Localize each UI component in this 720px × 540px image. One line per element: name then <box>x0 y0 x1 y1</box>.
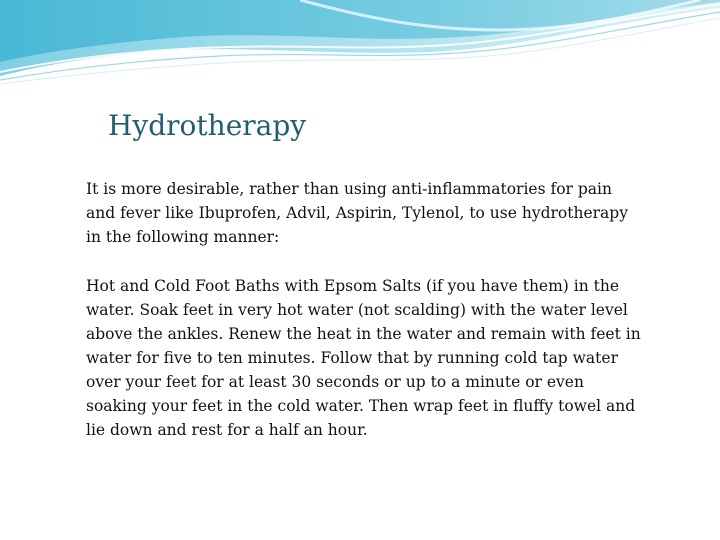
body-paragraph-foot-baths: Hot and Cold Foot Baths with Epsom Salts (if you have them) in the water. Soak feet in very hot water (not scalding) with the water level above the ankles. Renew the heat in the water and remain with feet in water for five to ten minutes. Follow that by running cold tap water over your feet for at least 30 seconds or up to a minute or even soaking your feet in the cold water. Then wrap feet in fluffy towel and lie down and rest for a half an hour. <box>86 277 641 439</box>
decorative-wave-header <box>0 0 720 90</box>
body-paragraph-intro: It is more desirable, rather than using anti-inflammatories for pain and fever like Ibuprofen, Advil, Aspirin, Tylenol, to use hydrotherapy in the following manner: <box>86 180 628 246</box>
slide-title: Hydrotherapy <box>108 109 307 142</box>
